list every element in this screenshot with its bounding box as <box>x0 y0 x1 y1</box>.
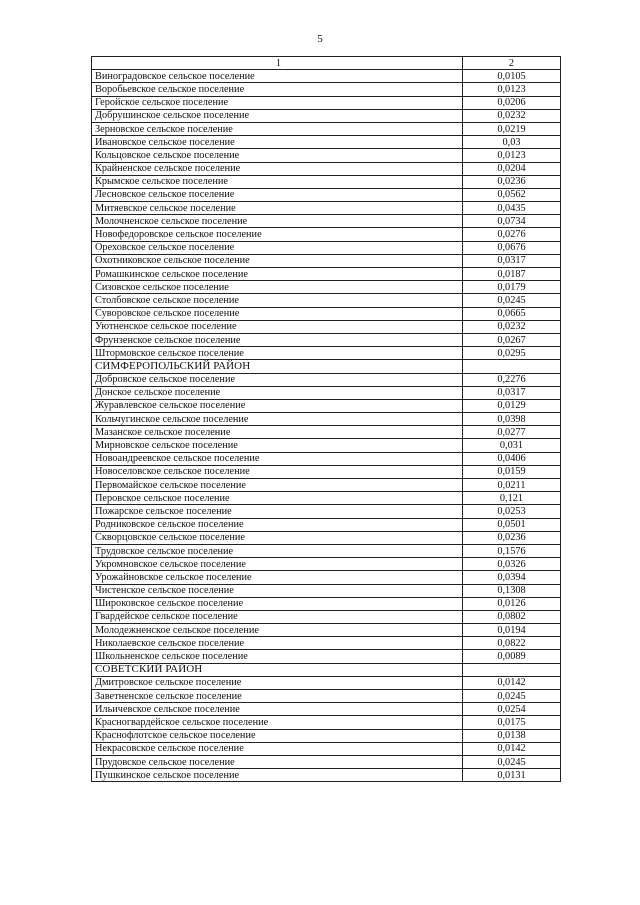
value-cell: 0,0123 <box>463 149 561 162</box>
table-row <box>92 439 561 452</box>
settlement-name-cell: Новоандреевское сельское поселение <box>92 452 463 465</box>
settlement-name-cell: Некрасовское сельское поселение <box>92 742 463 755</box>
value-cell: 0,031 <box>463 439 561 452</box>
settlement-name-cell: Красногвардейское сельское поселение <box>92 716 463 729</box>
value-cell: 0,0129 <box>463 399 561 412</box>
settlement-name-cell: Кольчугинское сельское поселение <box>92 413 463 426</box>
value-cell: 0,03 <box>463 136 561 149</box>
value-cell: 0,0179 <box>463 281 561 294</box>
value-cell: 0,0435 <box>463 202 561 215</box>
value-cell: 0,0204 <box>463 162 561 175</box>
settlement-name-cell: Крайненское сельское поселение <box>92 162 463 175</box>
table-row <box>92 531 561 544</box>
value-cell: 0,0211 <box>463 479 561 492</box>
settlement-name-cell: Прудовское сельское поселение <box>92 755 463 768</box>
settlement-name-cell: Журавлевское сельское поселение <box>92 399 463 412</box>
table-row <box>92 742 561 755</box>
value-cell: 0,0187 <box>463 268 561 281</box>
table-row <box>92 149 561 162</box>
settlement-name-cell: Столбовское сельское поселение <box>92 294 463 307</box>
table-row <box>92 281 561 294</box>
settlement-name-cell: Широковское сельское поселение <box>92 597 463 610</box>
value-cell <box>463 360 561 373</box>
settlement-name-cell: Кольцовское сельское поселение <box>92 149 463 162</box>
table-row <box>92 690 561 703</box>
table-row <box>92 650 561 663</box>
settlement-name-cell: Охотниковское сельское поселение <box>92 254 463 267</box>
value-cell: 0,0219 <box>463 122 561 135</box>
settlement-name-cell: Пушкинское сельское поселение <box>92 769 463 782</box>
table-row <box>92 83 561 96</box>
table-row <box>92 188 561 201</box>
table-row <box>92 610 561 623</box>
table-row <box>92 70 561 83</box>
value-cell: 0,0138 <box>463 729 561 742</box>
table-row <box>92 162 561 175</box>
value-cell: 0,0295 <box>463 347 561 360</box>
table-row <box>92 175 561 188</box>
value-cell: 0,2276 <box>463 373 561 386</box>
settlement-name-cell: Перовское сельское поселение <box>92 492 463 505</box>
value-cell: 0,0159 <box>463 465 561 478</box>
value-cell: 0,0232 <box>463 320 561 333</box>
section-header-row <box>92 663 561 676</box>
table-row <box>92 716 561 729</box>
column-header-2: 2 <box>463 57 561 70</box>
settlement-name-cell: Ромашкинское сельское поселение <box>92 268 463 281</box>
table-row <box>92 215 561 228</box>
value-cell: 0,0232 <box>463 109 561 122</box>
settlement-name-cell: Заветненское сельское поселение <box>92 690 463 703</box>
settlement-name-cell: Урожайновское сельское поселение <box>92 571 463 584</box>
table-row <box>92 729 561 742</box>
value-cell: 0,0394 <box>463 571 561 584</box>
value-cell: 0,0131 <box>463 769 561 782</box>
table-row <box>92 769 561 782</box>
table-row <box>92 373 561 386</box>
table-row <box>92 254 561 267</box>
value-cell: 0,0398 <box>463 413 561 426</box>
settlement-name-cell: Молодежненское сельское поселение <box>92 624 463 637</box>
settlement-name-cell: Школьненское сельское поселение <box>92 650 463 663</box>
table-row <box>92 413 561 426</box>
value-cell: 0,0277 <box>463 426 561 439</box>
settlement-name-cell: Ильичевское сельское поселение <box>92 703 463 716</box>
value-cell: 0,0206 <box>463 96 561 109</box>
table-row <box>92 584 561 597</box>
table-row <box>92 558 561 571</box>
table-row <box>92 518 561 531</box>
table-row <box>92 294 561 307</box>
district-name-cell: СИМФЕРОПОЛЬСКИЙ РАЙОН <box>92 360 463 373</box>
table-row <box>92 347 561 360</box>
table-row <box>92 624 561 637</box>
settlement-name-cell: Чистенское сельское поселение <box>92 584 463 597</box>
settlement-name-cell: Ореховское сельское поселение <box>92 241 463 254</box>
section-header-row <box>92 360 561 373</box>
value-cell: 0,0406 <box>463 452 561 465</box>
settlement-name-cell: Крымское сельское поселение <box>92 175 463 188</box>
value-cell: 0,0734 <box>463 215 561 228</box>
value-cell: 0,0236 <box>463 531 561 544</box>
value-cell: 0,0276 <box>463 228 561 241</box>
table-header-row <box>92 57 561 70</box>
table-row <box>92 426 561 439</box>
table-row <box>92 544 561 557</box>
data-table <box>91 56 561 782</box>
value-cell: 0,0142 <box>463 742 561 755</box>
settlement-name-cell: Первомайское сельское поселение <box>92 479 463 492</box>
settlement-name-cell: Геройское сельское поселение <box>92 96 463 109</box>
settlement-name-cell: Дмитровское сельское поселение <box>92 676 463 689</box>
table-row <box>92 241 561 254</box>
settlement-name-cell: Укромновское сельское поселение <box>92 558 463 571</box>
value-cell: 0,0253 <box>463 505 561 518</box>
value-cell: 0,0105 <box>463 70 561 83</box>
value-cell: 0,0089 <box>463 650 561 663</box>
value-cell: 0,121 <box>463 492 561 505</box>
settlement-name-cell: Уютненское сельское поселение <box>92 320 463 333</box>
value-cell: 0,0175 <box>463 716 561 729</box>
value-cell: 0,0665 <box>463 307 561 320</box>
value-cell: 0,0245 <box>463 294 561 307</box>
settlement-name-cell: Суворовское сельское поселение <box>92 307 463 320</box>
table-row <box>92 96 561 109</box>
settlement-name-cell: Пожарское сельское поселение <box>92 505 463 518</box>
value-cell: 0,0126 <box>463 597 561 610</box>
page-number: 5 <box>317 33 323 45</box>
value-cell: 0,0501 <box>463 518 561 531</box>
value-cell: 0,0562 <box>463 188 561 201</box>
settlement-name-cell: Фрунзенское сельское поселение <box>92 333 463 346</box>
table-row <box>92 452 561 465</box>
settlement-name-cell: Гвардейское сельское поселение <box>92 610 463 623</box>
settlement-name-cell: Виноградовское сельское поселение <box>92 70 463 83</box>
value-cell: 0,0245 <box>463 690 561 703</box>
table-row <box>92 676 561 689</box>
table-row <box>92 637 561 650</box>
settlement-name-cell: Молочненское сельское поселение <box>92 215 463 228</box>
value-cell: 0,0123 <box>463 83 561 96</box>
value-cell: 0,1308 <box>463 584 561 597</box>
settlement-name-cell: Митяевское сельское поселение <box>92 202 463 215</box>
column-header-1: 1 <box>92 57 463 70</box>
table-row <box>92 228 561 241</box>
table-row <box>92 492 561 505</box>
table-row <box>92 122 561 135</box>
settlement-name-cell: Сизовское сельское поселение <box>92 281 463 294</box>
table-row <box>92 109 561 122</box>
table-row <box>92 571 561 584</box>
value-cell: 0,0317 <box>463 254 561 267</box>
settlement-name-cell: Донское сельское поселение <box>92 386 463 399</box>
value-cell: 0,1576 <box>463 544 561 557</box>
table-row <box>92 307 561 320</box>
settlement-name-cell: Ивановское сельское поселение <box>92 136 463 149</box>
settlement-name-cell: Родниковское сельское поселение <box>92 518 463 531</box>
district-name-cell: СОВЕТСКИЙ РАЙОН <box>92 663 463 676</box>
value-cell: 0,0254 <box>463 703 561 716</box>
table-row <box>92 268 561 281</box>
value-cell: 0,0245 <box>463 755 561 768</box>
settlement-name-cell: Добровское сельское поселение <box>92 373 463 386</box>
settlement-name-cell: Краснофлотское сельское поселение <box>92 729 463 742</box>
table-row <box>92 320 561 333</box>
value-cell: 0,0194 <box>463 624 561 637</box>
settlement-name-cell: Лесновское сельское поселение <box>92 188 463 201</box>
settlement-name-cell: Добрушинское сельское поселение <box>92 109 463 122</box>
settlement-name-cell: Штормовское сельское поселение <box>92 347 463 360</box>
settlement-name-cell: Мирновское сельское поселение <box>92 439 463 452</box>
value-cell: 0,0317 <box>463 386 561 399</box>
value-cell: 0,0326 <box>463 558 561 571</box>
table-row <box>92 479 561 492</box>
settlement-name-cell: Новофедоровское сельское поселение <box>92 228 463 241</box>
value-cell: 0,0822 <box>463 637 561 650</box>
settlement-name-cell: Трудовское сельское поселение <box>92 544 463 557</box>
settlement-name-cell: Скворцовское сельское поселение <box>92 531 463 544</box>
table-row <box>92 755 561 768</box>
settlement-name-cell: Новоселовское сельское поселение <box>92 465 463 478</box>
table-row <box>92 505 561 518</box>
table-row <box>92 136 561 149</box>
value-cell: 0,0802 <box>463 610 561 623</box>
value-cell: 0,0267 <box>463 333 561 346</box>
value-cell <box>463 663 561 676</box>
settlement-name-cell: Мазанское сельское поселение <box>92 426 463 439</box>
table-row <box>92 597 561 610</box>
table-row <box>92 333 561 346</box>
table-row <box>92 703 561 716</box>
settlement-name-cell: Зерновское сельское поселение <box>92 122 463 135</box>
value-cell: 0,0676 <box>463 241 561 254</box>
table-row <box>92 386 561 399</box>
table-row <box>92 202 561 215</box>
table-row <box>92 399 561 412</box>
settlement-name-cell: Николаевское сельское поселение <box>92 637 463 650</box>
value-cell: 0,0142 <box>463 676 561 689</box>
settlement-name-cell: Воробьевское сельское поселение <box>92 83 463 96</box>
table-row <box>92 465 561 478</box>
value-cell: 0,0236 <box>463 175 561 188</box>
